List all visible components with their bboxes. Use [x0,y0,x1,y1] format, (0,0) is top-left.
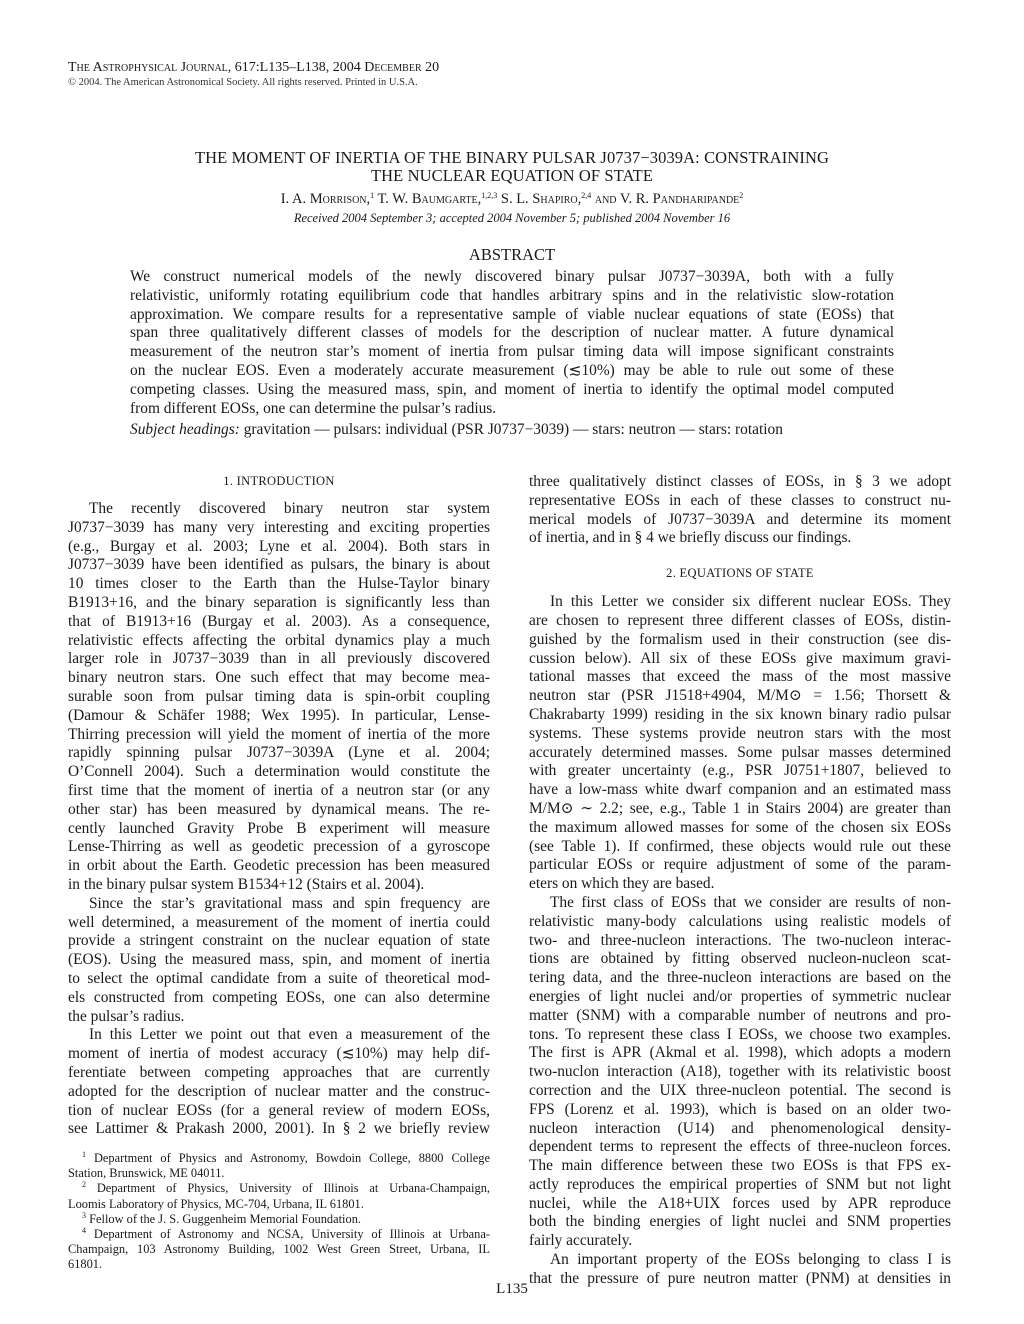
footnote-line: Champaign, 103 Astronomy Building, 1002 West Green Street, Urbana, IL [68,1242,490,1257]
abstract-line: competing classes. Using the measured mass, spin, and moment of inertia to identify the optimal model computed [130,380,894,398]
text-line: Thirring precession will yield the moment of inertia of the more [68,725,490,743]
text-line: energies of light nuclei and/or properties of symmetric nuclear [529,987,951,1005]
affiliation-mark: 2 [739,191,744,200]
paper-title-line-2: THE NUCLEAR EQUATION OF STATE [370,166,654,185]
text-line: the pulsar’s radius. [68,1007,185,1025]
text-line: well determined, a measurement of the moment of inertia could [68,913,490,931]
abstract-line: span three qualitatively different classes of models for the description of nuclear matter. A future dynamical [130,324,894,342]
text-line: tering data, and the three-nucleon interactions are based on the [529,969,951,987]
abstract-heading: ABSTRACT [468,245,556,264]
section-heading-introduction: 1. INTRODUCTION [223,474,335,488]
text-line: J0737−3039 have been identified as pulsars, the binary is about [68,556,490,574]
text-line: (e.g., Burgay et al. 2003; Lyne et al. 2004). Both stars in [68,537,490,555]
text-line: 10 times closer to the Earth than the Hulse-Taylor binary [68,575,490,593]
text-line: merical models of J0737−3039A and determine its moment [529,510,951,528]
text-line: correction and the UIX three-nucleon potential. The second is [529,1081,951,1099]
text-line: guished by the formalism used in their construction (see dis- [529,630,951,648]
text-line: rapidly spinning pulsar J0737−3039A (Lyne et al. 2004; [68,744,490,762]
text-line: tion of nuclear EOSs (for a general review of modern EOSs, [68,1101,490,1119]
abstract-line: We construct numerical models of the newly discovered binary pulsar J0737−3039A, both with a fully [130,268,894,285]
footnote [68,1227,490,1273]
text-line: in the binary pulsar system B1534+12 (Stairs et al. 2004). [68,875,425,893]
paragraph [529,894,951,1251]
text-line: the maximum allowed masses for some of the chosen six EOSs [529,818,951,836]
text-line: relativistic effects affecting the orbital dynamics play a much [68,631,490,649]
right-column [529,473,951,1289]
text-line: with greater uncertainty (e.g., PSR J0751+1807, believed to [529,762,951,780]
text-line: in orbit about the Earth. Geodetic precession has been measured [68,857,490,875]
text-line: Lense-Thirring as well as geodetic precession of a gyroscope [68,838,490,856]
text-line: adopted for the description of nuclear matter and the construc- [68,1082,490,1100]
footnote-line [68,1227,490,1242]
text-line: relativistic many-body calculations using realistic models of [529,912,951,930]
footnote-text: Fellow of the J. S. Guggenheim Memorial Foundation. [89,1211,361,1226]
footnotes [68,1151,490,1273]
text-line: O’Connell 2004). Such a determination would constitute the [68,763,490,781]
text-line: binary neutron stars. One such effect that may become mea- [68,669,490,687]
abstract-line: approximation. We compare results for a representative sample of viable nuclear equations of state (EOSs) that [130,305,894,323]
text-line: two- and three-nucleon interactions. The two-nucleon interac- [529,931,951,949]
abstract-line: measurement of the neutron star’s moment of inertia from pulsar timing data will impose significant constraints [130,343,894,361]
text-line: The first class of EOSs that we consider are results of non- [550,893,951,911]
text-line: first time that the moment of inertia of a neutron star (or any [68,781,490,799]
subject-headings-label: Subject headings: [130,421,240,438]
text-line: tational masses that exceed the mass of the most massive [529,668,951,686]
abstract-body [130,268,894,418]
author-name: T. W. Baumgarte, [377,191,482,207]
subject-headings-text: gravitation — pulsars: individual (PSR J0737−3039) — stars: neutron — stars: rotation [243,421,783,438]
text-line: B1913+16, and the binary separation is significantly less than [68,593,490,611]
title-block [130,149,894,226]
text-line: An important property of the EOSs belonging to class I is [550,1251,951,1269]
text-line: cussion below). All six of these EOSs give maximum gravi- [529,649,951,667]
text-line: see Lattimer & Prakash 2000, 2001). In § 2 we briefly review [68,1120,490,1138]
footnote [68,1151,490,1181]
text-line: accurately determined masses. Some pulsar masses determined [529,743,951,761]
text-line: of inertia, and in § 4 we briefly discuss our findings. [529,529,852,547]
text-line: have a low-mass white dwarf companion and an estimated mass [529,781,951,799]
text-line: provide a stringent constraint on the nuclear equation of state [68,932,490,950]
footnote [68,1212,490,1227]
text-line: ferentiate between competing approaches that are currently [68,1063,490,1081]
footnote-mark: 4 [82,1226,86,1236]
text-line: other star) has been measured by dynamical means. The re- [68,800,490,818]
text-line: dependent terms to represent the effects of three-nucleon forces. [529,1138,951,1156]
footnote-line [68,1181,490,1196]
text-line: eters on which they are based. [529,875,715,893]
text-line: three qualitatively distinct classes of EOSs, in § 3 we adopt [529,473,951,490]
text-line: tions are obtained by fitting observed nucleon-nucleon scat- [529,950,951,968]
text-line: moment of inertia of modest accuracy (≲10%) may help dif- [68,1045,490,1063]
text-line: J0737−3039 has many very interesting and exciting properties [68,518,490,536]
journal-citation: The Astrophysical Journal, 617:L135–L138, 2004 December 20 [68,60,440,75]
paragraph [529,473,951,548]
text-line: Since the star’s gravitational mass and spin frequency are [89,894,490,912]
abstract-line: on the nuclear EOS. Even a moderately accurate measurement (≲10%) may be able to rule out some of these [130,361,894,379]
text-line: two-nuclon interaction (A18), together with its relativistic boost [529,1063,951,1081]
abstract-line: from different EOSs, one can determine the pulsar’s radius. [130,399,497,417]
author-conjunction: and [594,191,617,207]
footnote-text: Department of Astronomy and NCSA, University of Illinois at Urbana- [93,1227,490,1242]
footnote-mark: 2 [82,1180,86,1190]
paragraph [68,1026,490,1139]
footnote [68,1181,490,1211]
paragraph [529,593,951,894]
section-heading-equations-of-state: 2. EQUATIONS OF STATE [666,566,814,581]
author-name: V. R. Pandharipande [619,191,740,207]
text-line: els constructed from competing EOSs, one can also determine [68,988,490,1006]
text-line: nuclei, while the A18+UIX forces used by APR reproduce [529,1194,951,1212]
text-line: both the binding energies of light nuclei and SNM properties [529,1213,951,1231]
author-name: I. A. Morrison, [280,191,371,207]
left-column [68,473,490,1139]
text-line: matter (SNM) with a comparable number of neutrons and pro- [529,1006,951,1024]
paper-title-line-1: THE MOMENT OF INERTIA OF THE BINARY PULSAR J0737−3039A: CONSTRAINING [194,148,830,167]
copyright-notice: © 2004. The American Astronomical Society. All rights reserved. Printed in U.S.A. [68,77,418,88]
text-line: neutron star (PSR J1518+4904, M/M⊙ = 1.56; Thorsett & [529,687,951,705]
journal-header [68,59,668,90]
text-line: M/M⊙ ∼ 2.2; see, e.g., Table 1 in Stairs 2004) are greater than [529,799,951,817]
subject-headings [130,421,894,440]
author-name: S. L. Shapiro, [500,191,582,207]
footnote-text: Department of Physics, University of Illinois at Urbana-Champaign, [96,1181,490,1196]
text-line: The main difference between these two EOSs is that FPS ex- [529,1157,951,1175]
paragraph [68,895,490,1027]
text-line: (EOS). Using the measured mass, spin, and moment of inertia [68,951,490,969]
text-line: systems. These systems provide neutron stars with the most [529,724,951,742]
footnote-line [68,1151,490,1166]
footnote-line [68,1212,490,1227]
text-line: In this Letter we point out that even a measurement of the [89,1026,490,1044]
footnote-line: Loomis Laboratory of Physics, MC-704, Urbana, IL 61801. [68,1196,364,1211]
affiliation-mark: 1 [370,191,375,200]
text-line: larger role in J0737−3039 than in all previously discovered [68,650,490,668]
text-line: The recently discovered binary neutron star system [89,500,490,517]
text-line: are chosen to represent three different classes of EOSs, distin- [529,611,951,629]
text-line: The first is APR (Akmal et al. 1998), which adopts a modern [529,1044,951,1062]
footnote-line: Station, Brunswick, ME 04011. [68,1166,225,1181]
text-line: (Damour & Schäfer 1988; Wex 1995). In particular, Lense- [68,706,490,724]
footnote-mark: 1 [82,1150,86,1159]
text-line: to select the optimal candidate from a suite of theoretical mod- [68,969,490,987]
text-line: FPS (Lorenz et al. 1993), which is based on an older two- [529,1100,951,1118]
text-line: fairly accurately. [529,1232,633,1250]
footnote-mark: 3 [82,1210,86,1220]
text-line: that of B1913+16 (Burgay et al. 2003). As a consequence, [68,612,490,630]
text-line: (see Table 1). If confirmed, these objects would rule out these [529,837,951,855]
text-line: Chakrabarty 1999) residing in the six known binary radio pulsar [529,705,951,723]
text-line: cently launched Gravity Probe B experiment will measure [68,819,490,837]
text-line: particular EOSs or require adjustment of some of the param- [529,856,951,874]
author-list [130,190,894,208]
footnote-line: 61801. [68,1257,103,1272]
paragraph [68,500,490,895]
text-line: actly reproduces the empirical properties of SNM but not light [529,1175,951,1193]
abstract-line: relativistic, uniformly rotating equilibrium code that handles arbitrary spins and in the relativistic slow-rotation [130,286,894,304]
received-dates: Received 2004 September 3; accepted 2004 November 5; published 2004 November 16 [293,211,731,225]
page-number: L135 [496,1281,528,1297]
text-line: tons. To represent these class I EOSs, we choose two examples. [529,1025,951,1043]
text-line: nucleon interaction (U14) and phenomenological density- [529,1119,951,1137]
text-line: In this Letter we consider six different nuclear EOSs. They [550,593,951,611]
text-line: surable soon from pulsar timing data is spin-orbit coupling [68,687,490,705]
text-line: representative EOSs in each of these classes to construct nu- [529,491,951,509]
footnote-text: Department of Physics and Astronomy, Bowdoin College, 8800 College [93,1151,490,1165]
affiliation-mark: 1,2,3 [481,191,498,200]
text-line: that the pressure of pure neutron matter (PNM) at densities in [529,1269,951,1287]
affiliation-mark: 2,4 [581,191,592,200]
